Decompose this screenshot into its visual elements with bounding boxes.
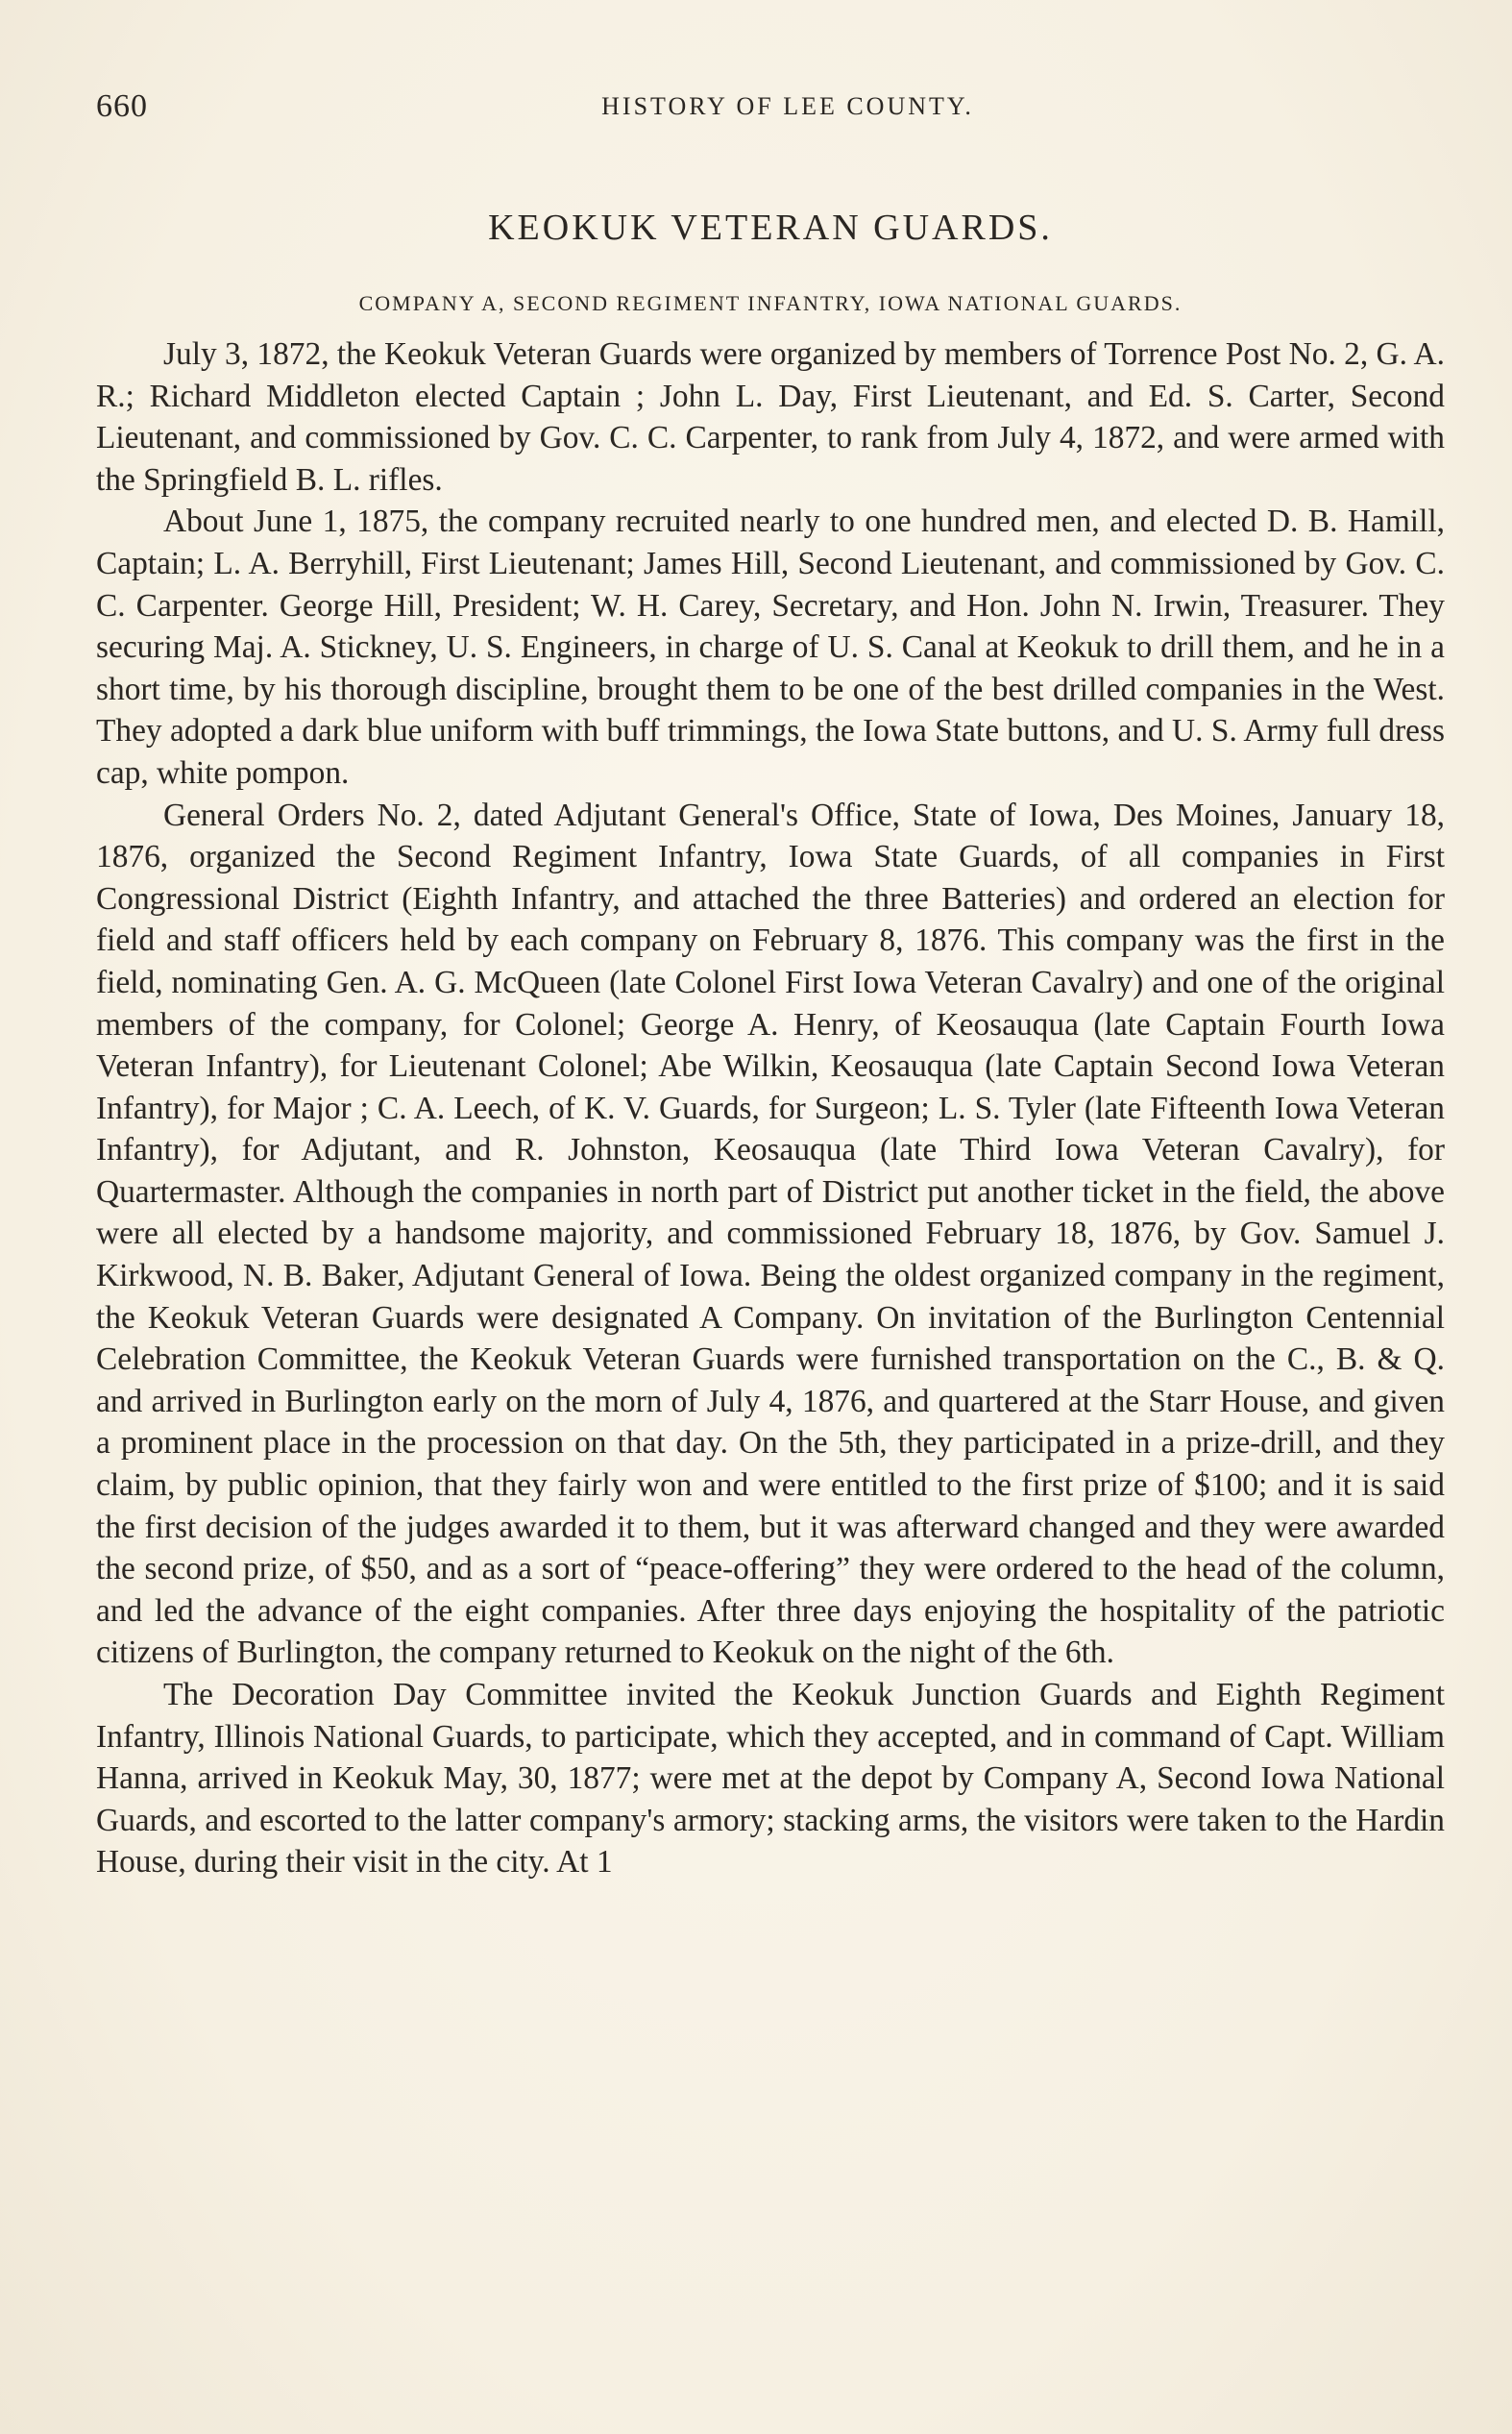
paragraph: The Decoration Day Committee invited the Keokuk Junction Guards and Eighth Regiment Infantry, Illinois National Guards, to participate, which they accepted, and in command of Capt. William Hanna, arrived in Keokuk May, 30, 1877; were met at the depot by Company A, Second Iowa National Guards, and escorted to the latter company's armory; stacking arms, the visitors were taken to the Hardin House, during their visit in the city. At 1 (96, 1677, 1445, 1881)
running-header (96, 88, 1451, 131)
running-title: HISTORY OF LEE COUNTY. (601, 92, 974, 120)
article (96, 207, 1445, 1883)
article-subtitle: COMPANY A, SECOND REGIMENT INFANTRY, IOWA NATIONAL GUARDS. (358, 291, 1183, 315)
page-number: 660 (96, 88, 148, 124)
paragraph: July 3, 1872, the Keokuk Veteran Guards were organized by members of Torrence Post No. 2, G. A. R.; Richard Middleton elected Captain ; John L. Day, First Lieutenant, and Ed. S. Carter, Second Lieutenant, and commissioned by Gov. C. C. Carpenter, to rank from July 4, 1872, and were armed with the Springfield B. L. rifles. (96, 336, 1445, 498)
article-title: KEOKUK VETERAN GUARDS. (488, 208, 1053, 248)
paragraph: About June 1, 1875, the company recruited nearly to one hundred men, and elected D. B. Hamill, Captain; L. A. Berryhill, First Lieutenant; James Hill, Second Lieutenant, and commissioned by Gov. C. C. Carpenter. George Hill, President; W. H. Carey, Secretary, and Hon. John N. Irwin, Treasurer. They securing Maj. A. Stickney, U. S. Engineers, in charge of U. S. Canal at Keokuk to drill them, and he in a short time, by his thorough discipline, brought them to be one of the best drilled companies in the West. They adopted a dark blue uniform with buff trimmings, the Iowa State buttons, and U. S. Army full dress cap, white pompon. (96, 504, 1445, 791)
paragraph: General Orders No. 2, dated Adjutant General's Office, State of Iowa, Des Moines, January 18, 1876, organized the Second Regiment Infantry, Iowa State Guards, of all companies in First Congressional District (Eighth Infantry, and attached the three Batteries) and ordered an election for field and staff officers held by each company on February 8, 1876. This company was the first in the field, nominating Gen. A. G. McQueen (late Colonel First Iowa Veteran Cavalry) and one of the original members of the company, for Colonel; George A. Henry, of Keosauqua (late Captain Fourth Iowa Veteran Infantry), for Lieutenant Colonel; Abe Wilkin, Keosauqua (late Captain Second Iowa Veteran Infantry), for Major ; C. A. Leech, of K. V. Guards, for Surgeon; L. S. Tyler (late Fifteenth Iowa Veteran Infantry), for Adjutant, and R. Johnston, Keosauqua (late Third Iowa Veteran Cavalry), for Quartermaster. Although the companies in north part of District put another ticket in the field, the above were all elected by a handsome majority, and commissioned February 18, 1876, by Gov. Samuel J. Kirkwood, N. B. Baker, Adjutant General of Iowa. Being the oldest organized company in the regiment, the Keokuk Veteran Guards were designated A Company. On invitation of the Burlington Centennial Celebration Committee, the Keokuk Veteran Guards were furnished transportation on the C., B. & Q. and arrived in Burlington early on the morn of July 4, 1876, and quartered at the Starr House, and given a prominent place in the procession on that day. On the 5th, they participated in a prize-drill, and they claim, by public opinion, that they fairly won and were entitled to the first prize of $100; and it is said the first decision of the judges awarded it to them, but it was afterward changed and they were awarded the second prize, of $50, and as a sort of “peace-offering” they were ordered to the head of the column, and led the advance of the eight companies. After three days enjoying the hospitality of the patriotic citizens of Burlington, the company returned to Keokuk on the night of the 6th. (96, 797, 1445, 1671)
